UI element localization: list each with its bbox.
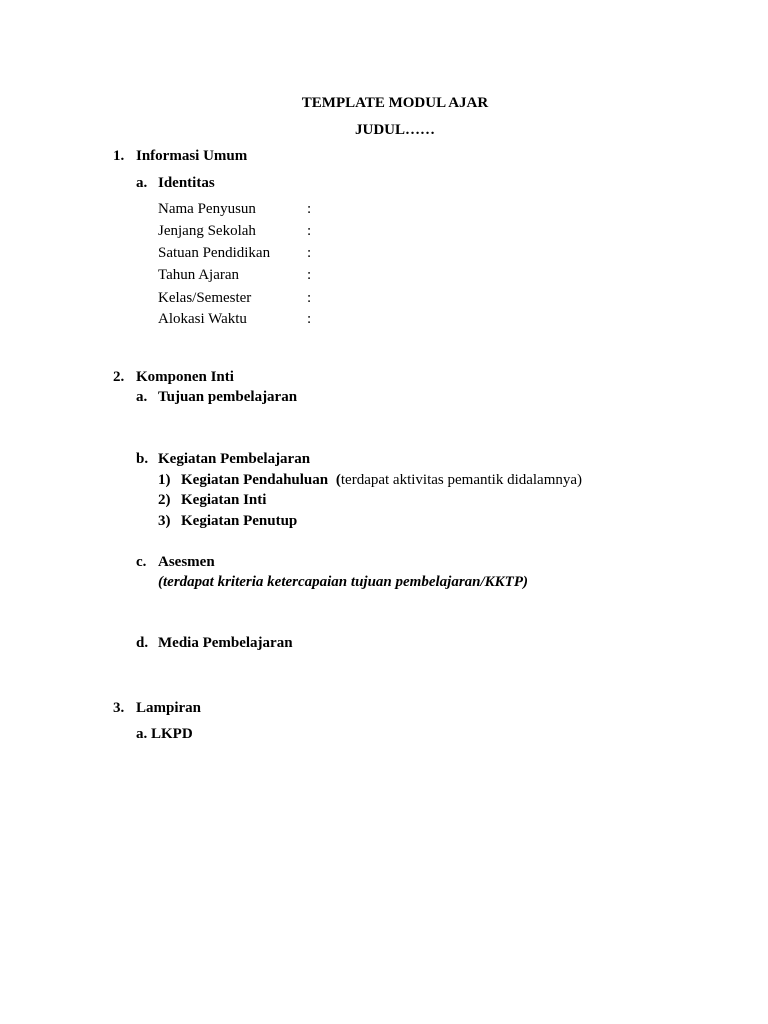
- field-separator: :: [307, 201, 312, 217]
- section-2c-heading: Asesmen: [158, 554, 215, 570]
- section-2d-heading: Media Pembelajaran: [158, 635, 293, 651]
- field-separator: :: [307, 245, 312, 261]
- field-separator: :: [307, 267, 312, 283]
- section-2-heading: Komponen Inti: [136, 369, 234, 385]
- section-2a-marker: a.: [136, 389, 148, 405]
- section-1-heading: Informasi Umum: [136, 148, 248, 164]
- document-title: TEMPLATE MODUL AJAR: [301, 95, 489, 111]
- activity-label: Kegiatan Pendahuluan: [181, 472, 329, 488]
- section-2c-marker: c.: [136, 554, 147, 570]
- field-separator: :: [307, 290, 312, 306]
- field-label-jenjang-sekolah: Jenjang Sekolah: [158, 223, 256, 239]
- activity-item-penutup: Kegiatan Penutup: [181, 513, 298, 529]
- field-label-kelas-semester: Kelas/Semester: [158, 290, 252, 306]
- field-label-tahun-ajaran: Tahun Ajaran: [158, 267, 240, 283]
- document-subtitle: JUDUL……: [354, 122, 435, 138]
- section-2b-heading: Kegiatan Pembelajaran: [158, 451, 311, 467]
- section-2-number: 2.: [113, 369, 125, 385]
- section-1a-heading: Identitas: [158, 175, 215, 191]
- activity-marker: 3): [158, 513, 171, 529]
- field-label-alokasi-waktu: Alokasi Waktu: [158, 311, 247, 327]
- field-label-nama-penyusun: Nama Penyusun: [158, 201, 256, 217]
- section-1-number: 1.: [113, 148, 125, 164]
- field-separator: :: [307, 311, 312, 327]
- activity-paren: (: [335, 472, 341, 488]
- field-separator: :: [307, 223, 312, 239]
- activity-marker: 2): [158, 492, 171, 508]
- section-2a-heading: Tujuan pembelajaran: [158, 389, 298, 405]
- section-3a-heading: a. LKPD: [136, 726, 193, 742]
- assessment-note: (terdapat kriteria ketercapaian tujuan pembelajaran/KKTP): [158, 574, 529, 590]
- field-label-satuan-pendidikan: Satuan Pendidikan: [158, 245, 271, 261]
- section-3-heading: Lampiran: [136, 700, 202, 716]
- section-1a-marker: a.: [136, 175, 148, 191]
- activity-item-pendahuluan: [181, 471, 582, 489]
- section-2d-marker: d.: [136, 635, 149, 651]
- section-3-number: 3.: [113, 700, 125, 716]
- activity-marker: 1): [158, 472, 171, 488]
- section-2b-marker: b.: [136, 451, 149, 467]
- activity-item-inti: Kegiatan Inti: [181, 492, 267, 508]
- activity-note: terdapat aktivitas pemantik didalamnya): [340, 472, 583, 488]
